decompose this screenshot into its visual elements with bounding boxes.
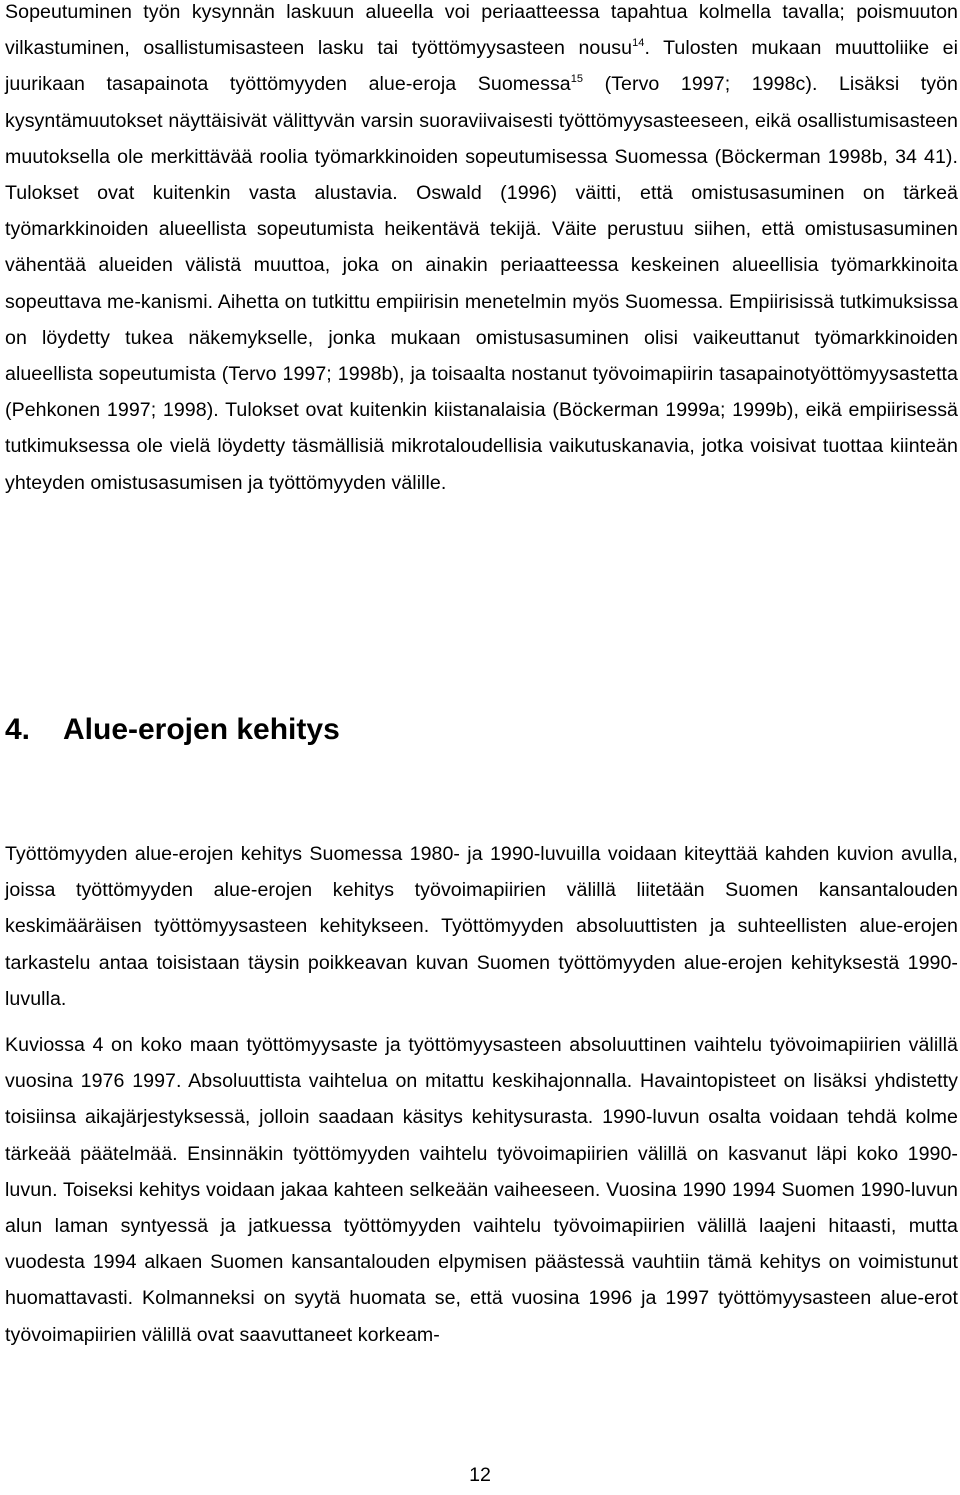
footnote-reference: 15: [570, 73, 584, 86]
paragraph-text: . Tulosten mukaan muuttoliike ei juurikaan tasapainota työttömyyden alue-eroja Suomessa: [5, 37, 959, 96]
body-paragraph: [5, 0, 958, 501]
page-number: 12: [469, 1464, 491, 1486]
footnote-reference: 14: [632, 37, 645, 50]
body-paragraph: Kuviossa 4 on koko maan työttömyysaste ja työttömyysasteen absoluuttinen vaihtelu työvoimapiirien välillä vuosina 1976 1997. Absoluuttista vaihtelua on mitattu keskihajonnalla. Havaintopisteet on lisäksi yhdistetty toisiinsa aikajärjestyksessä, jolloin saadaan käsitys kehitysurasta. 1990-luvun osalta voidaan tehdä kolme tärkeää päätelmää. Ensinnäkin työttömyyden vaihtelu työvoimapiirien välillä on kasvanut läpi koko 1990-luvun. Toiseksi kehitys voidaan jakaa kahteen selkeään vaiheeseen. Vuosina 1990 1994 Suomen 1990-luvun alun laman syntyessä ja jatkuessa työttömyyden vaihtelu työvoimapiirien välillä laajeni hitaasti, mutta vuodesta 1994 alkaen Suomen kansantalouden elpymisen päästessä vauhtiin tämä kehitys on voimistunut huomattavasti. Kolmanneksi on syytä huomata se, että vuosina 1996 ja 1997 työttömyysasteen alue-erot työvoimapiirien välillä ovat saavuttaneet korkeam-: [5, 1034, 958, 1346]
section-heading: [5, 708, 340, 752]
section-title: Alue-erojen kehitys: [63, 713, 340, 746]
section-number: 4.: [5, 713, 31, 746]
body-paragraph: Työttömyyden alue-erojen kehitys Suomessa 1980- ja 1990-luvuilla voidaan kiteyttää kahden kuvion avulla, joissa työttömyyden alue-erojen kehitys työvoimapiirien välillä liitetään Suomen kansantalouden keskimääräisen työttömyysasteen kehitykseen. Työttömyyden absoluuttisten ja suhteellisten alue-erojen tarkastelu antaa toisistaan täysin poikkeavan kuvan Suomen työttömyyden alue-erojen kehityksestä 1990-luvulla.: [5, 843, 958, 1010]
paragraph-text: Sopeutuminen työn kysynnän laskuun alueella voi periaatteessa tapahtua kolmella tavalla; poismuuton vilkastuminen, osallistumisasteen lasku tai työttömyysasteen nousu: [5, 1, 958, 60]
paragraph-text: (Tervo 1997; 1998c). Lisäksi työn kysyntämuutokset näyttäisivät välittyvän varsin suoraviivaisesti työttömyysasteeseen, eikä osallistumisasteen muutoksella ole merkittävää roolia työmarkkinoiden sopeutumisessa Suomessa (Böckerman 1998b, 34 41). Tulokset ovat kuitenkin vasta alustavia. Oswald (1996) väitti, että omistusasuminen on tärkeä työmarkkinoiden alueellista sopeutumista heikentävä tekijä. Väite perustuu siihen, että omistusasuminen vähentää alueiden välistä muuttoa, joka on ainakin periaatteessa keskeinen alueellisia työmarkkinoita sopeuttava me-kanismi. Aihetta on tutkittu empiirisin menetelmin myös Suomessa. Empiirisissä tutkimuksissa on löydetty tukea näkemykselle, jonka mukaan omistusasuminen olisi vaikeuttanut työmarkkinoiden alueellista sopeutumista (Tervo 1997; 1998b), ja toisaalta nostanut työvoimapiirin tasapainotyöttömyysastetta (Pehkonen 1997; 1998). Tulokset ovat kuitenkin kiistanalaisia (Böckerman 1999a; 1999b), eikä empiirisessä tutkimuksessa ole vielä löydetty täsmällisiä mikrotaloudellisia vaikutuskanavia, jotka voisivat tuottaa kiinteän yhteyden omistusasumisen ja työttömyyden välille.: [5, 73, 959, 494]
